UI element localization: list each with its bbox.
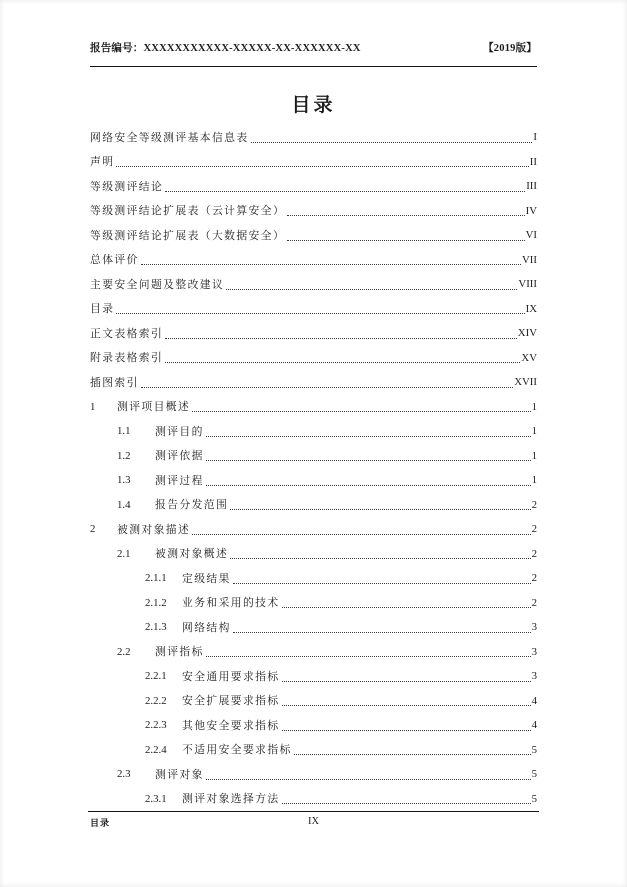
version-badge: 【2019版】: [483, 43, 537, 54]
toc-row: [90, 321, 537, 346]
toc-row: [90, 640, 537, 665]
toc-page-number: VIII: [518, 278, 537, 291]
footer-page-number: IX: [307, 816, 320, 827]
toc-leader-dots: [282, 607, 531, 608]
toc-page-number: XVII: [514, 376, 537, 389]
toc-row: [90, 297, 537, 322]
toc-entry-number: 1.3: [117, 474, 131, 487]
toc-entry-title: 被测对象概述: [155, 548, 229, 561]
toc-entry-number: 2.2.3: [145, 719, 167, 732]
toc-leader-dots: [282, 681, 531, 682]
toc-entry-number: 2.2: [117, 645, 131, 658]
toc-entry-title: 其他安全要求指标: [182, 719, 280, 732]
toc-leader-dots: [192, 534, 530, 535]
footer-rule: [88, 811, 539, 812]
toc-entry-title: 测评目的: [155, 425, 204, 438]
toc-entry-title: 目录: [90, 303, 115, 316]
toc-entry-title: 测评项目概述: [117, 401, 191, 414]
toc-page-number: XV: [521, 351, 537, 364]
toc-page-number: 2: [531, 596, 537, 609]
toc-leader-dots: [287, 215, 524, 216]
toc-leader-dots: [230, 558, 530, 559]
toc-page-number: IV: [525, 204, 537, 217]
toc-leader-dots: [230, 509, 530, 510]
toc-entry-title: 安全通用要求指标: [182, 670, 280, 683]
toc-entry-number: 2.3: [117, 768, 131, 781]
toc-entry-title: 测评指标: [155, 646, 204, 659]
toc-entry-number: 2.1.1: [145, 572, 167, 585]
toc-entry-title: 声明: [90, 156, 115, 169]
toc-entry-number: 1: [90, 400, 96, 413]
toc-page-number: IX: [525, 302, 537, 315]
toc-entry-title: 测评对象: [155, 768, 204, 781]
toc-page-number: 5: [531, 792, 537, 805]
toc-row: [90, 468, 537, 493]
toc-row: [90, 738, 537, 763]
toc-entry-title: 等级测评结论扩展表（云计算安全）: [90, 205, 286, 218]
toc: [90, 125, 537, 811]
toc-leader-dots: [206, 460, 531, 461]
toc-entry-title: 等级测评结论: [90, 180, 164, 193]
toc-row: [90, 762, 537, 787]
toc-row: [90, 542, 537, 567]
toc-row: [90, 664, 537, 689]
toc-page-number: III: [526, 180, 537, 193]
toc-row: [90, 199, 537, 224]
toc-page-number: 2: [531, 547, 537, 560]
toc-row: [90, 125, 537, 150]
toc-entry-title: 主要安全问题及整改建议: [90, 278, 225, 291]
toc-page-number: II: [529, 155, 537, 168]
toc-leader-dots: [141, 387, 513, 388]
toc-row: [90, 272, 537, 297]
toc-entry-title: 测评依据: [155, 450, 204, 463]
toc-leader-dots: [233, 583, 531, 584]
toc-row: [90, 346, 537, 371]
toc-page-number: XIV: [517, 327, 537, 340]
toc-page-number: 1: [531, 449, 537, 462]
toc-leader-dots: [233, 632, 531, 633]
toc-page-number: 1: [531, 400, 537, 413]
toc-entry-title: 测评过程: [155, 474, 204, 487]
header-rule: [90, 66, 537, 67]
toc-entry-title: 业务和采用的技术: [182, 597, 280, 610]
toc-entry-number: 2.2.4: [145, 743, 167, 756]
toc-row: [90, 591, 537, 616]
toc-leader-dots: [282, 705, 531, 706]
toc-entry-title: 总体评价: [90, 254, 139, 267]
toc-page-number: 2: [531, 498, 537, 511]
toc-row: [90, 419, 537, 444]
toc-row: [90, 689, 537, 714]
toc-leader-dots: [165, 191, 525, 192]
toc-page-number: 4: [531, 694, 537, 707]
toc-entry-title: 被测对象描述: [117, 523, 191, 536]
toc-leader-dots: [206, 779, 531, 780]
toc-leader-dots: [141, 264, 521, 265]
toc-entry-title: 网络结构: [182, 621, 231, 634]
toc-row: [90, 517, 537, 542]
toc-page-number: 4: [531, 719, 537, 732]
toc-row: [90, 223, 537, 248]
toc-row: [90, 444, 537, 469]
toc-page-number: I: [533, 131, 537, 144]
toc-row: [90, 174, 537, 199]
toc-row: [90, 395, 537, 420]
toc-entry-title: 不适用安全要求指标: [182, 744, 292, 757]
toc-leader-dots: [287, 240, 524, 241]
toc-entry-number: 2.1.2: [145, 596, 167, 609]
toc-page-number: 3: [531, 645, 537, 658]
page-header: [90, 40, 537, 55]
toc-entry-number: 2.3.1: [145, 792, 167, 805]
toc-entry-number: 2.2.1: [145, 670, 167, 683]
toc-row: [90, 150, 537, 175]
toc-page-number: 2: [531, 572, 537, 585]
toc-entry-title: 附录表格索引: [90, 352, 164, 365]
footer-section-label: 目录: [90, 818, 111, 828]
toc-leader-dots: [294, 754, 531, 755]
toc-entry-number: 2: [90, 523, 96, 536]
toc-entry-number: 2.1: [117, 547, 131, 560]
toc-page-number: 1: [531, 474, 537, 487]
toc-row: [90, 248, 537, 273]
toc-entry-title: 插图索引: [90, 376, 139, 389]
toc-page-number: VII: [522, 253, 537, 266]
toc-page-number: VI: [525, 229, 537, 242]
toc-entry-number: 1.4: [117, 498, 131, 511]
toc-leader-dots: [165, 338, 517, 339]
toc-leader-dots: [282, 803, 531, 804]
toc-entry-title: 网络安全等级测评基本信息表: [90, 131, 249, 144]
toc-leader-dots: [251, 142, 533, 143]
toc-row: [90, 370, 537, 395]
toc-leader-dots: [206, 436, 531, 437]
report-number: 报告编号：XXXXXXXXXXX-XXXXX-XX-XXXXXX-XX: [90, 43, 361, 54]
toc-entry-title: 安全扩展要求指标: [182, 695, 280, 708]
toc-row: [90, 787, 537, 812]
toc-row: [90, 566, 537, 591]
toc-leader-dots: [206, 485, 531, 486]
toc-entry-number: 1.2: [117, 449, 131, 462]
toc-row: [90, 493, 537, 518]
toc-leader-dots: [226, 289, 517, 290]
toc-entry-number: 1.1: [117, 425, 131, 438]
toc-row: [90, 615, 537, 640]
toc-page-number: 3: [531, 670, 537, 683]
toc-leader-dots: [206, 656, 531, 657]
toc-leader-dots: [116, 166, 528, 167]
page-title: 目录: [291, 95, 336, 116]
toc-entry-title: 测评对象选择方法: [182, 793, 280, 806]
toc-leader-dots: [282, 730, 531, 731]
toc-entry-number: 2.2.2: [145, 694, 167, 707]
toc-page-number: 5: [531, 768, 537, 781]
toc-entry-title: 定级结果: [182, 572, 231, 585]
toc-entry-title: 等级测评结论扩展表（大数据安全）: [90, 229, 286, 242]
toc-entry-number: 2.1.3: [145, 621, 167, 634]
toc-leader-dots: [165, 362, 520, 363]
toc-entry-title: 正文表格索引: [90, 327, 164, 340]
toc-leader-dots: [116, 313, 524, 314]
toc-page-number: 5: [531, 743, 537, 756]
toc-leader-dots: [192, 411, 530, 412]
toc-page-number: 1: [531, 425, 537, 438]
toc-page-number: 2: [531, 523, 537, 536]
toc-entry-title: 报告分发范围: [155, 499, 229, 512]
toc-row: [90, 713, 537, 738]
toc-page-number: 3: [531, 621, 537, 634]
